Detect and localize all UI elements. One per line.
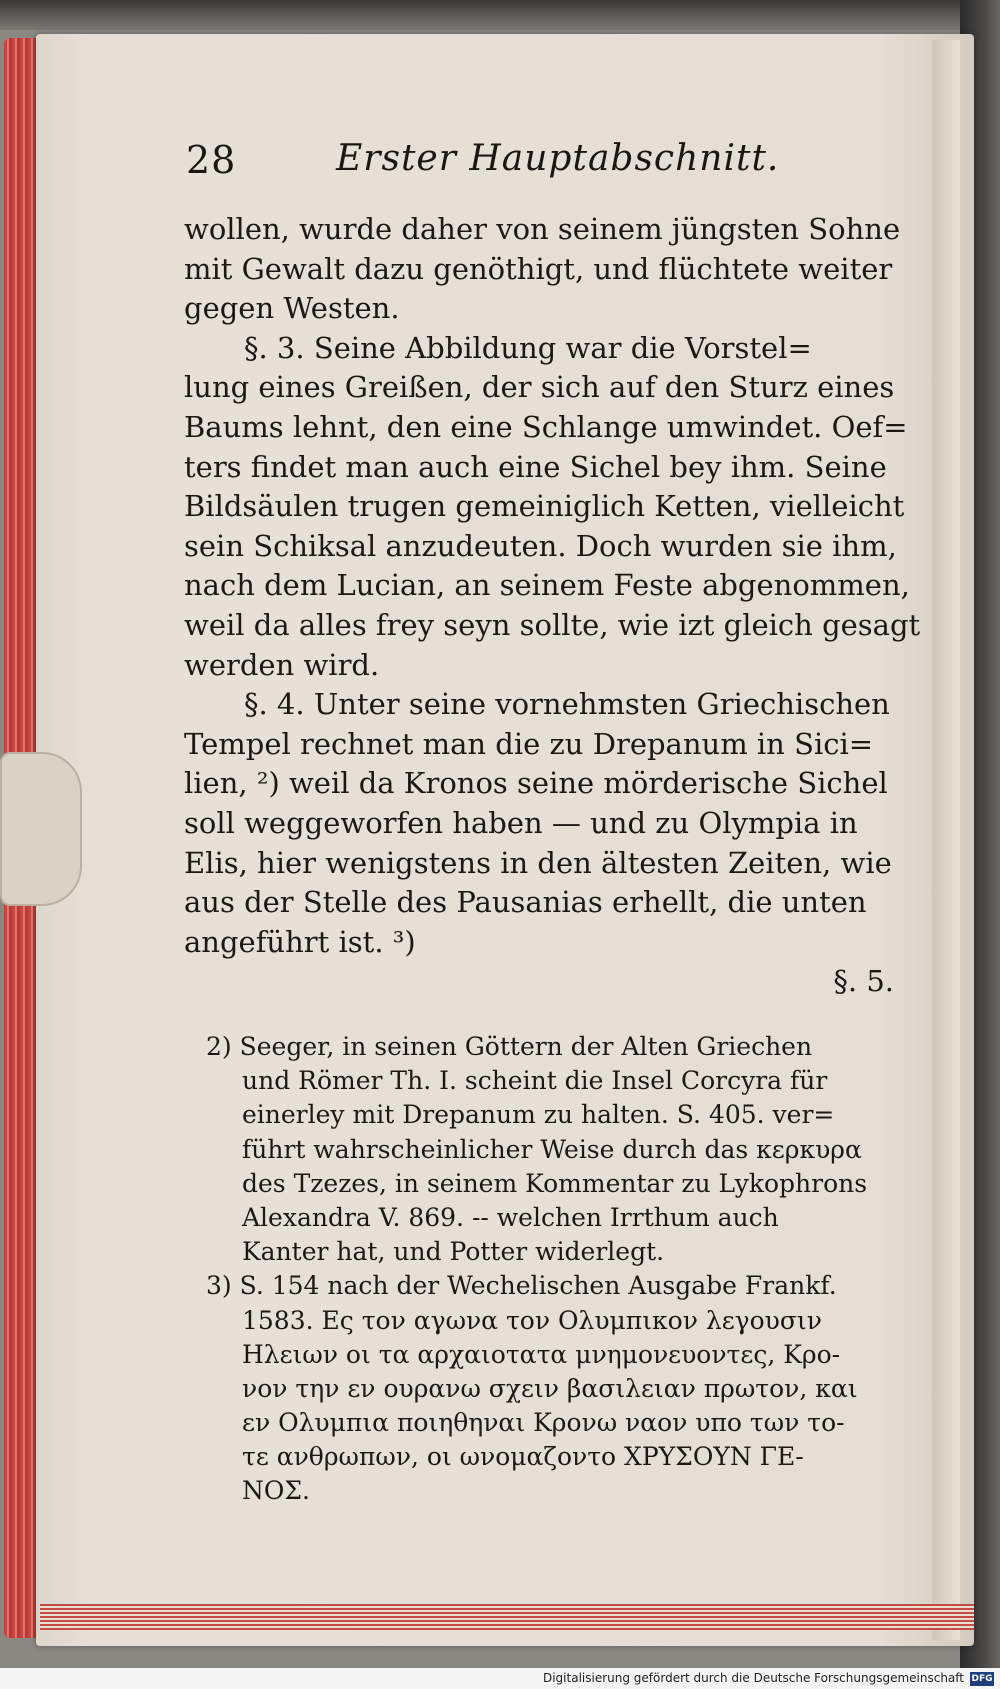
footnote-line: und Römer Th. I. scheint die Insel Corcyra für <box>242 1066 828 1096</box>
text-line: angeführt ist. ³) <box>184 924 416 959</box>
text-line: werden wird. <box>184 647 380 682</box>
text-line: Bildsäulen trugen gemeiniglich Ketten, vielleicht <box>184 489 905 524</box>
page-header <box>186 138 886 198</box>
catchword: §. 5. <box>833 964 894 999</box>
text-line: mit Gewalt dazu genöthigt, und flüchtete weiter <box>184 251 893 286</box>
bookmark-tab <box>0 752 82 906</box>
text-line: Baums lehnt, den eine Schlange umwindet. Oef= <box>184 409 908 444</box>
footnote-line: Alexandra V. 869. -- welchen Irrthum auch <box>242 1202 779 1232</box>
footnote-line: Kanter hat, und Potter widerlegt. <box>242 1237 665 1267</box>
text-line: nach dem Lucian, an seinem Feste abgenommen, <box>184 568 910 603</box>
book-bottom-edge <box>40 1604 974 1630</box>
text-line: aus der Stelle des Pausanias erhellt, die unten <box>184 885 867 920</box>
credit-text: Digitalisierung gefördert durch die Deutsche Forschungsgemeinschaft <box>542 1671 964 1685</box>
footnotes-block <box>206 1030 886 1509</box>
text-line: lien, ²) weil da Kronos seine mörderische Sichel <box>184 766 888 801</box>
main-text-block <box>184 210 921 1002</box>
footnote-line: νον την εν ουρανω σχειν βασιλειαν πρωτον, και <box>242 1373 858 1403</box>
footnote-line: τε ανθρωπων, οι ωνομαζοντο ΧΡΥΣΟΥΝ ΓΕ- <box>242 1442 804 1472</box>
footnote-line: 1583. Ες τον αγωνα τον Ολυμπικον λεγουσιν <box>242 1305 822 1335</box>
text-line: ters findet man auch eine Sichel bey ihm. Seine <box>184 449 887 484</box>
page-number: 28 <box>186 138 237 182</box>
text-line: lung eines Greißen, der sich auf den Sturz eines <box>184 370 895 405</box>
footnote-line: εν Ολυμπια ποιηθηναι Κρονω ναον υπο των το- <box>242 1408 845 1438</box>
footnote-line: einerley mit Drepanum zu halten. S. 405. ver= <box>242 1100 835 1130</box>
footnote-line: ΝΟΣ. <box>242 1476 310 1506</box>
footnote-3-start: 3) S. 154 nach der Wechelischen Ausgabe Frankf. <box>206 1271 837 1301</box>
footnote-line: Ηλειων οι τα αρχαιοτατα μνημονευοντες, Κρο- <box>242 1339 841 1369</box>
text-line: sein Schiksal anzudeuten. Doch wurden sie ihm, <box>184 528 897 563</box>
text-line: Tempel rechnet man die zu Drepanum in Sici= <box>184 726 874 761</box>
text-line: Elis, hier wenigstens in den ältesten Zeiten, wie <box>184 845 892 880</box>
footnote-2-start: 2) Seeger, in seinen Göttern der Alten Griechen <box>206 1032 813 1061</box>
digitization-credit <box>0 1668 1000 1689</box>
text-line: weil da alles frey seyn sollte, wie izt gleich gesagt <box>184 607 921 642</box>
running-title: Erster Hauptabschnitt. <box>336 138 780 179</box>
scan-background-top <box>0 0 1000 30</box>
text-line: soll weggeworfen haben — und zu Olympia in <box>184 805 858 840</box>
footnote-line: führt wahrscheinlicher Weise durch das κερκυρα <box>242 1134 862 1164</box>
text-line: gegen Westen. <box>184 291 400 326</box>
footnote-line: des Tzezes, in seinem Kommentar zu Lykophrons <box>242 1168 868 1198</box>
page-gutter <box>932 40 960 1640</box>
text-line: wollen, wurde daher von seinem jüngsten Sohne <box>184 212 901 246</box>
paragraph-4-start: §. 4. Unter seine vornehmsten Griechischen <box>244 687 890 722</box>
paragraph-3-start: §. 3. Seine Abbildung war die Vorstel= <box>244 330 812 365</box>
dfg-logo-icon: DFG <box>971 1673 993 1684</box>
